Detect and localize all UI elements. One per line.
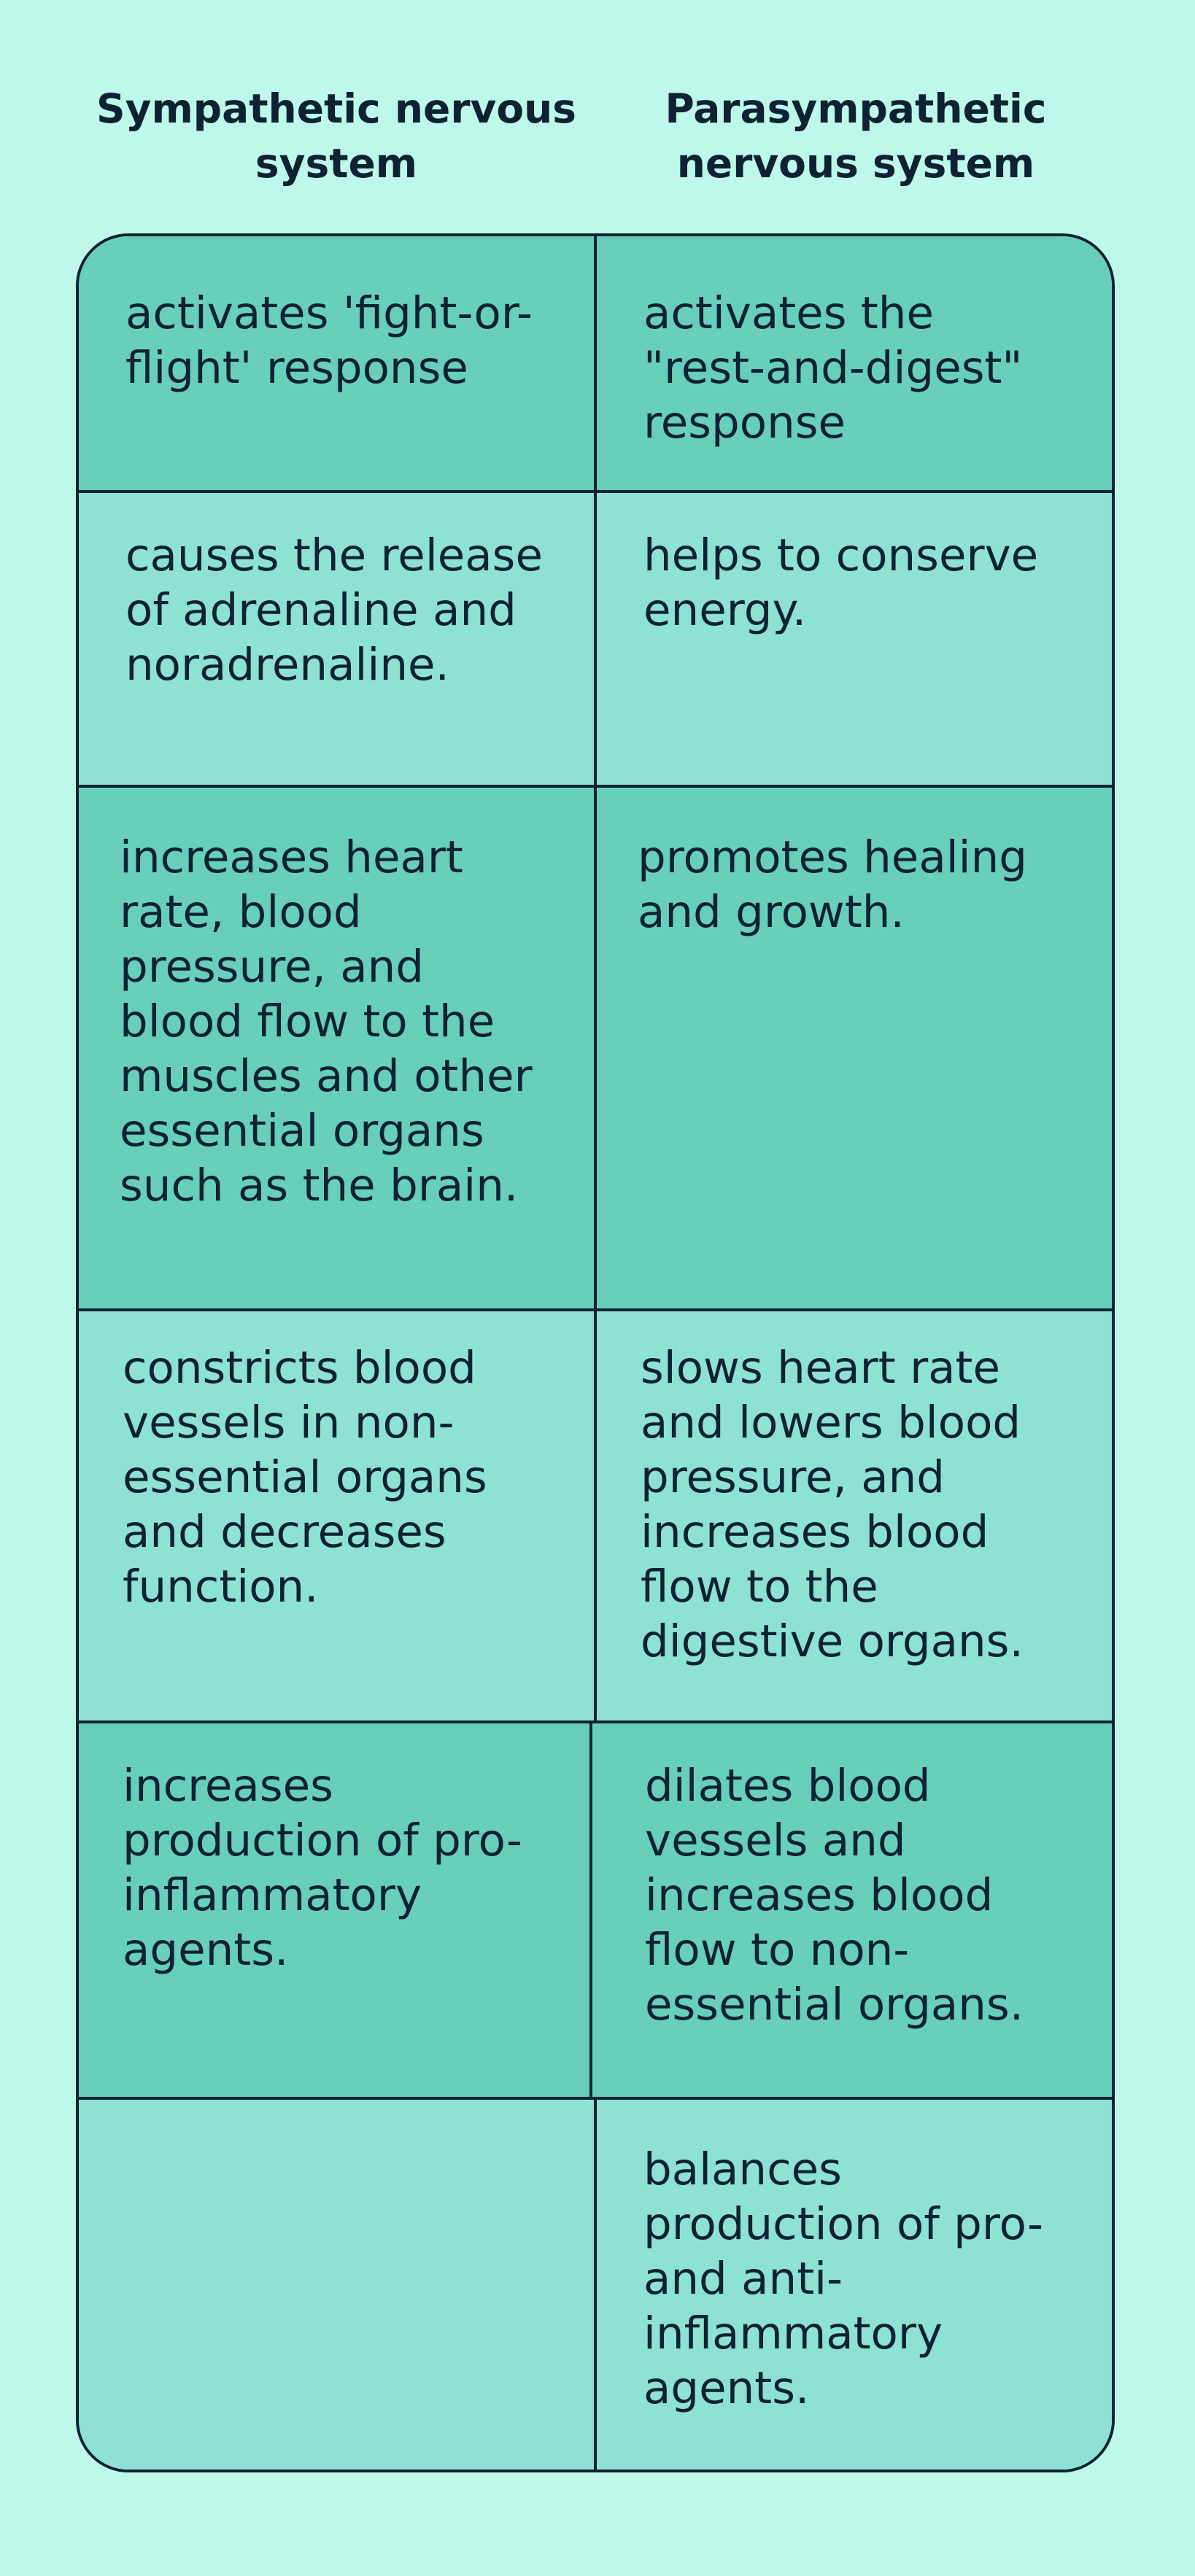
table-row — [79, 1723, 1112, 2100]
parasympathetic-cell: helps to conserve energy. — [643, 529, 1039, 636]
table-row — [79, 236, 1112, 493]
parasympathetic-cell: slows heart rate and lowers blood pressure, and increases blood flow to the digestive organs. — [641, 1342, 1024, 1667]
parasympathetic-cell: activates the "rest-and-digest" response — [643, 287, 1023, 449]
parasympathetic-cell: dilates blood vessels and increases blood flow to non-essential organs. — [645, 1760, 1024, 2030]
table-row — [79, 2100, 1112, 2470]
comparison-table — [76, 233, 1115, 2472]
table-row — [79, 1311, 1112, 1723]
sympathetic-cell: activates 'fight-or-flight' response — [79, 236, 597, 490]
sympathetic-column-header: Sympathetic nervous system — [96, 85, 576, 187]
table-row — [79, 493, 1112, 788]
parasympathetic-cell: promotes healing and growth. — [638, 831, 1027, 938]
parasympathetic-cell: balances production of pro- and anti-inflammatory agents. — [643, 2144, 1044, 2414]
sympathetic-cell: constricts blood vessels in non-essential organs and decreases function. — [79, 1311, 597, 1720]
sympathetic-cell: increases heart rate, blood pressure, and blood flow to the muscles and other essential organs such as the brain. — [79, 788, 597, 1308]
sympathetic-cell: causes the release of adrenaline and noradrenaline. — [79, 493, 597, 785]
table-row — [79, 788, 1112, 1311]
table-header — [77, 82, 1115, 191]
parasympathetic-column-header: Parasympathetic nervous system — [665, 85, 1047, 187]
sympathetic-cell: increases production of pro-inflammatory agents. — [79, 1723, 592, 2097]
sympathetic-cell — [79, 2100, 597, 2470]
